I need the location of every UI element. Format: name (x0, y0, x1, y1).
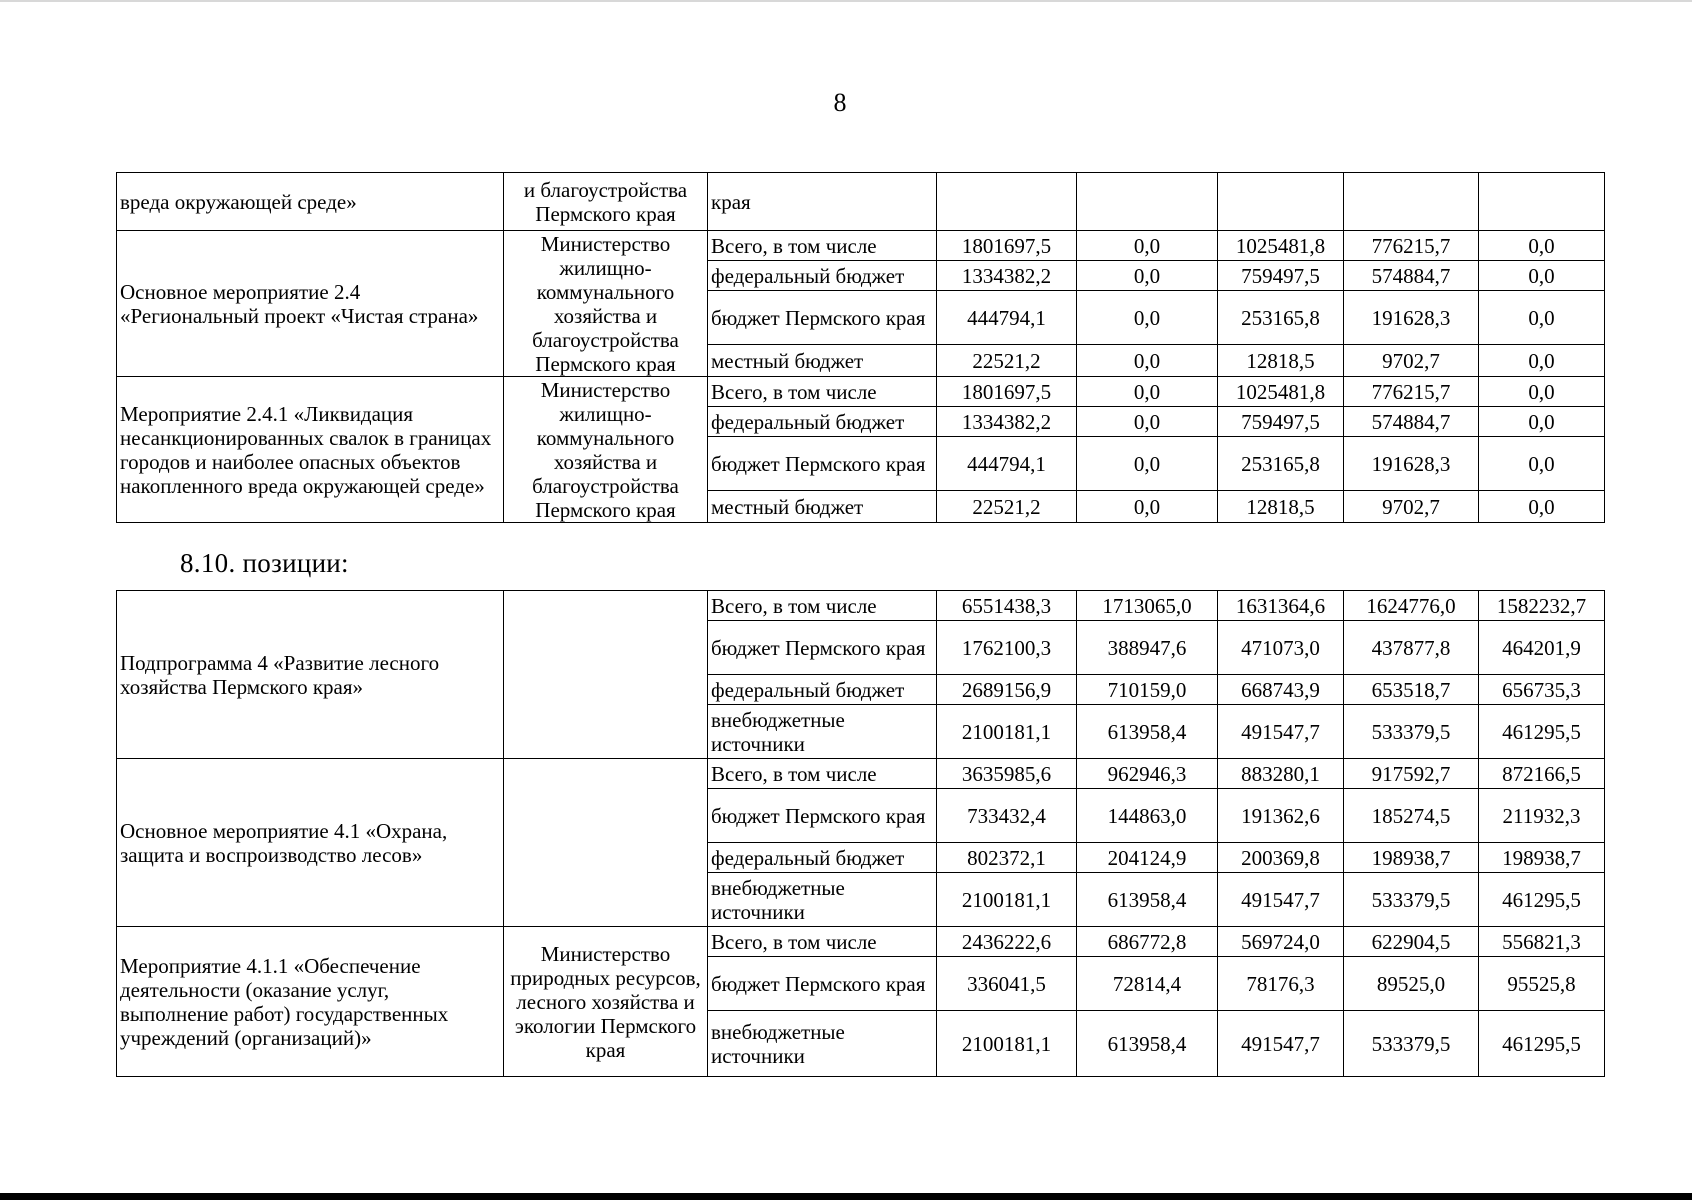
value-cell: 556821,3 (1479, 927, 1605, 957)
value-cell: 471073,0 (1218, 621, 1344, 675)
funding-source: федеральный бюджет (708, 675, 937, 705)
funding-source: бюджет Пермского края (708, 291, 937, 345)
value-cell: 191628,3 (1344, 437, 1479, 491)
value-cell: 0,0 (1479, 377, 1605, 407)
funding-source: внебюджетные источники (708, 873, 937, 927)
value-cell: 200369,8 (1218, 843, 1344, 873)
value-cell: 0,0 (1479, 261, 1605, 291)
value-cell: 1762100,3 (937, 621, 1077, 675)
executor: Министерство природных ресурсов, лесного хозяйства и экологии Пермского края (504, 927, 708, 1077)
value-cell: 917592,7 (1344, 759, 1479, 789)
value-cell: 444794,1 (937, 291, 1077, 345)
value-cell (1344, 173, 1479, 231)
value-cell: 2100181,1 (937, 873, 1077, 927)
funding-source: федеральный бюджет (708, 407, 937, 437)
table-row (117, 377, 1605, 407)
value-cell: 253165,8 (1218, 437, 1344, 491)
value-cell: 1801697,5 (937, 231, 1077, 261)
activity-name: Основное мероприятие 2.4 «Региональный проект «Чистая страна» (117, 231, 504, 377)
value-cell: 962946,3 (1077, 759, 1218, 789)
value-cell: 89525,0 (1344, 957, 1479, 1011)
value-cell: 2100181,1 (937, 1011, 1077, 1077)
value-cell: 191628,3 (1344, 291, 1479, 345)
value-cell: 22521,2 (937, 491, 1077, 523)
value-cell: 0,0 (1077, 261, 1218, 291)
value-cell: 144863,0 (1077, 789, 1218, 843)
value-cell: 0,0 (1479, 491, 1605, 523)
activity-name: Мероприятие 4.1.1 «Обеспечение деятельности (оказание услуг, выполнение работ) государственных учреждений (организаций)» (117, 927, 504, 1077)
value-cell: 0,0 (1077, 491, 1218, 523)
value-cell: 776215,7 (1344, 231, 1479, 261)
value-cell: 0,0 (1077, 345, 1218, 377)
value-cell: 1025481,8 (1218, 231, 1344, 261)
value-cell: 1631364,6 (1218, 591, 1344, 621)
value-cell: 1334382,2 (937, 261, 1077, 291)
value-cell: 802372,1 (937, 843, 1077, 873)
value-cell (937, 173, 1077, 231)
funding-source: Всего, в том числе (708, 759, 937, 789)
value-cell: 613958,4 (1077, 873, 1218, 927)
activity-name: Подпрограмма 4 «Развитие лесного хозяйства Пермского края» (117, 591, 504, 759)
funding-source: бюджет Пермского края (708, 437, 937, 491)
value-cell: 444794,1 (937, 437, 1077, 491)
value-cell: 776215,7 (1344, 377, 1479, 407)
value-cell: 1801697,5 (937, 377, 1077, 407)
value-cell: 872166,5 (1479, 759, 1605, 789)
value-cell: 1334382,2 (937, 407, 1077, 437)
value-cell: 204124,9 (1077, 843, 1218, 873)
value-cell: 1025481,8 (1218, 377, 1344, 407)
value-cell: 0,0 (1077, 407, 1218, 437)
value-cell (1218, 173, 1344, 231)
funding-source: бюджет Пермского края (708, 957, 937, 1011)
value-cell: 686772,8 (1077, 927, 1218, 957)
value-cell: 0,0 (1077, 231, 1218, 261)
scan-bottom-edge (0, 1193, 1692, 1200)
value-cell: 9702,7 (1344, 345, 1479, 377)
value-cell: 0,0 (1077, 291, 1218, 345)
value-cell: 12818,5 (1218, 491, 1344, 523)
activity-name: Мероприятие 2.4.1 «Ликвидация несанкционированных свалок в границах городов и наиболее опасных объектов накопленного вреда окружающей среде» (117, 377, 504, 523)
value-cell: 0,0 (1479, 231, 1605, 261)
executor: Министерство жилищно-коммунального хозяйства и благоустройства Пермского края (504, 377, 708, 523)
executor: Министерство жилищно-коммунального хозяйства и благоустройства Пермского края (504, 231, 708, 377)
value-cell: 653518,7 (1344, 675, 1479, 705)
value-cell: 0,0 (1479, 437, 1605, 491)
value-cell: 613958,4 (1077, 1011, 1218, 1077)
value-cell: 0,0 (1077, 437, 1218, 491)
value-cell: 1713065,0 (1077, 591, 1218, 621)
funding-source: местный бюджет (708, 491, 937, 523)
value-cell: 0,0 (1479, 291, 1605, 345)
funding-source: Всего, в том числе (708, 231, 937, 261)
funding-source: федеральный бюджет (708, 843, 937, 873)
value-cell: 198938,7 (1344, 843, 1479, 873)
value-cell: 3635985,6 (937, 759, 1077, 789)
value-cell: 461295,5 (1479, 873, 1605, 927)
value-cell: 72814,4 (1077, 957, 1218, 1011)
value-cell: 211932,3 (1479, 789, 1605, 843)
value-cell: 883280,1 (1218, 759, 1344, 789)
value-cell: 533379,5 (1344, 873, 1479, 927)
activity-name: Основное мероприятие 4.1 «Охрана, защита и воспроизводство лесов» (117, 759, 504, 927)
value-cell: 574884,7 (1344, 407, 1479, 437)
funding-source: Всего, в том числе (708, 927, 937, 957)
value-cell: 569724,0 (1218, 927, 1344, 957)
value-cell: 0,0 (1479, 345, 1605, 377)
value-cell: 622904,5 (1344, 927, 1479, 957)
value-cell: 198938,7 (1479, 843, 1605, 873)
value-cell: 0,0 (1077, 377, 1218, 407)
value-cell: 22521,2 (937, 345, 1077, 377)
table-row (117, 759, 1605, 789)
value-cell (1077, 173, 1218, 231)
value-cell: 533379,5 (1344, 1011, 1479, 1077)
value-cell: 437877,8 (1344, 621, 1479, 675)
value-cell: 574884,7 (1344, 261, 1479, 291)
value-cell: 710159,0 (1077, 675, 1218, 705)
value-cell: 388947,6 (1077, 621, 1218, 675)
value-cell: 733432,4 (937, 789, 1077, 843)
funding-source: федеральный бюджет (708, 261, 937, 291)
funding-source: местный бюджет (708, 345, 937, 377)
budget-table-continuation (116, 172, 1605, 523)
value-cell: 9702,7 (1344, 491, 1479, 523)
value-cell: 461295,5 (1479, 1011, 1605, 1077)
budget-table-positions (116, 590, 1605, 1077)
value-cell: 2436222,6 (937, 927, 1077, 957)
executor: и благоустройства Пермского края (504, 173, 708, 231)
funding-source: внебюджетные источники (708, 705, 937, 759)
value-cell: 759497,5 (1218, 407, 1344, 437)
funding-source: Всего, в том числе (708, 377, 937, 407)
value-cell: 668743,9 (1218, 675, 1344, 705)
scan-top-edge (0, 0, 1692, 2)
value-cell: 95525,8 (1479, 957, 1605, 1011)
section-heading: 8.10. позиции: (180, 548, 349, 578)
value-cell: 12818,5 (1218, 345, 1344, 377)
table-row (117, 927, 1605, 957)
value-cell: 533379,5 (1344, 705, 1479, 759)
value-cell: 461295,5 (1479, 705, 1605, 759)
value-cell: 2100181,1 (937, 705, 1077, 759)
value-cell: 185274,5 (1344, 789, 1479, 843)
executor (504, 759, 708, 927)
value-cell (1479, 173, 1605, 231)
value-cell: 464201,9 (1479, 621, 1605, 675)
value-cell: 0,0 (1479, 407, 1605, 437)
activity-name: вреда окружающей среде» (117, 173, 504, 231)
value-cell: 1582232,7 (1479, 591, 1605, 621)
value-cell: 613958,4 (1077, 705, 1218, 759)
value-cell: 2689156,9 (937, 675, 1077, 705)
value-cell: 759497,5 (1218, 261, 1344, 291)
funding-source: внебюджетные источники (708, 1011, 937, 1077)
value-cell: 191362,6 (1218, 789, 1344, 843)
value-cell: 1624776,0 (1344, 591, 1479, 621)
table-row (117, 231, 1605, 261)
value-cell: 491547,7 (1218, 873, 1344, 927)
funding-source: бюджет Пермского края (708, 621, 937, 675)
funding-source: края (708, 173, 937, 231)
value-cell: 336041,5 (937, 957, 1077, 1011)
page-number: 8 (833, 88, 847, 117)
value-cell: 491547,7 (1218, 705, 1344, 759)
value-cell: 6551438,3 (937, 591, 1077, 621)
value-cell: 656735,3 (1479, 675, 1605, 705)
funding-source: бюджет Пермского края (708, 789, 937, 843)
table-row (117, 591, 1605, 621)
value-cell: 491547,7 (1218, 1011, 1344, 1077)
executor (504, 591, 708, 759)
funding-source: Всего, в том числе (708, 591, 937, 621)
value-cell: 78176,3 (1218, 957, 1344, 1011)
value-cell: 253165,8 (1218, 291, 1344, 345)
table-row (117, 173, 1605, 231)
